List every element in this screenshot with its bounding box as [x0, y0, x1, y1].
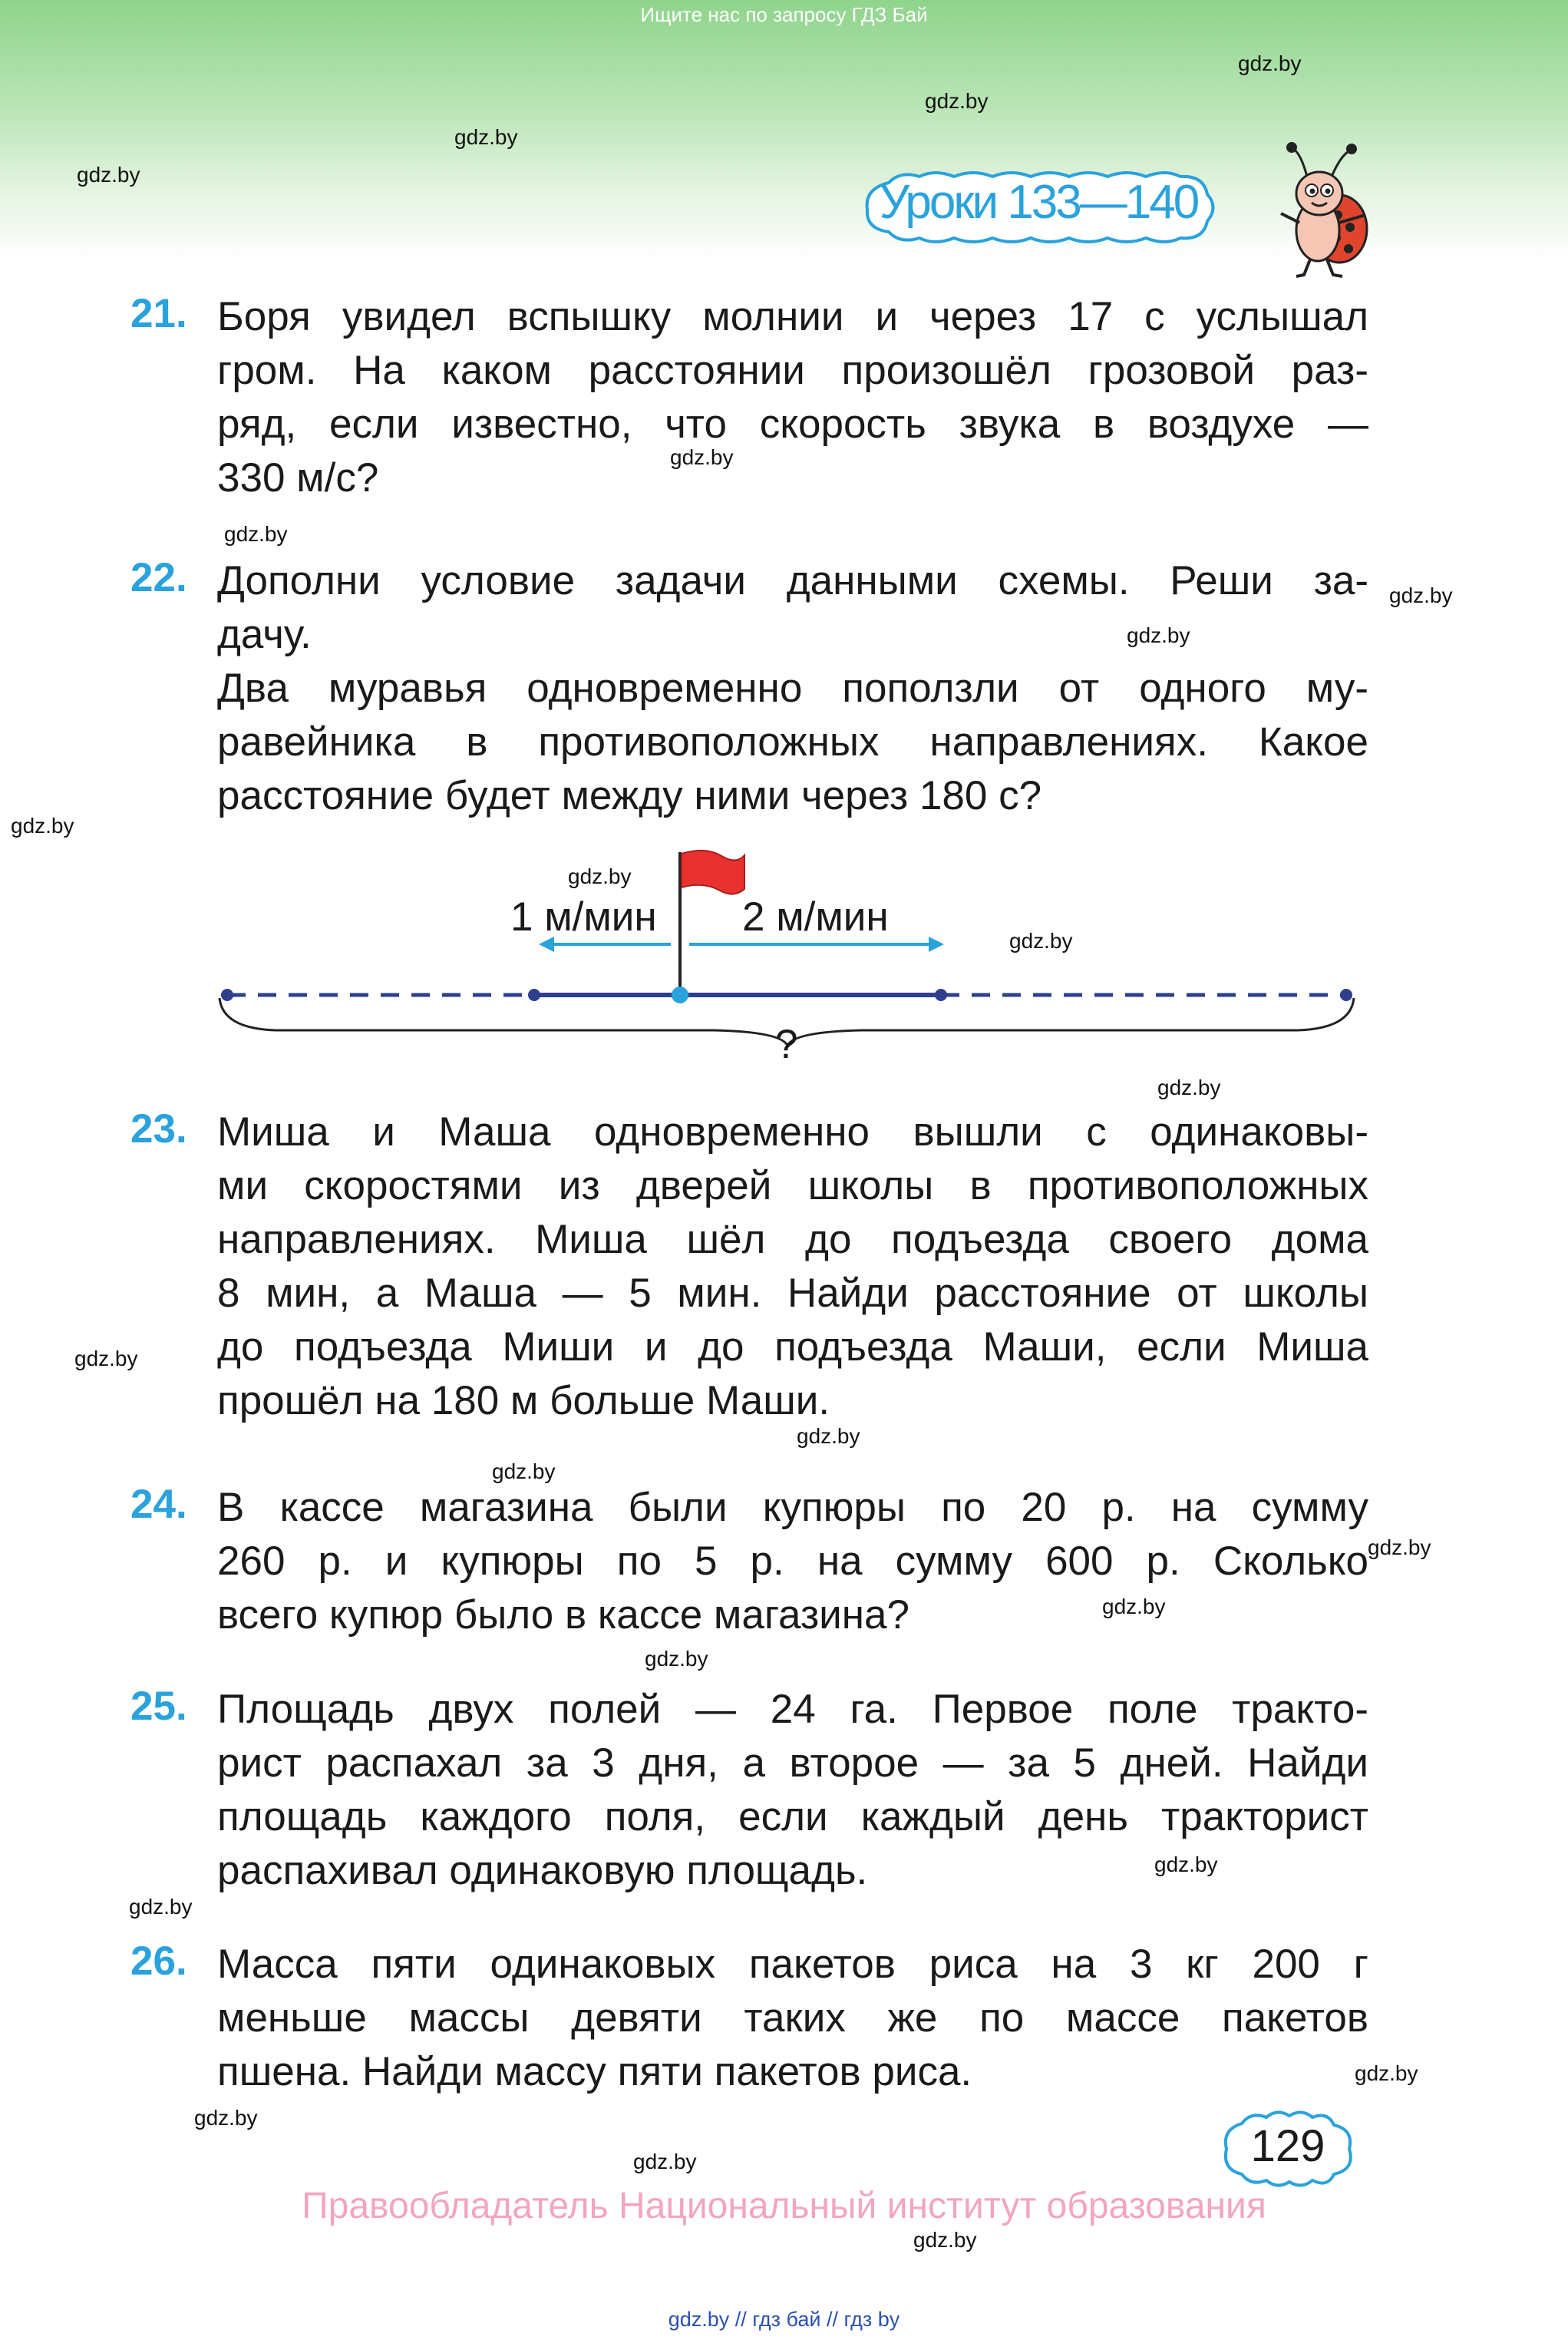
- watermark: gdz.by: [194, 2106, 258, 2130]
- text-line: расстояние будет между ними через 180 с?: [217, 773, 1042, 818]
- problem-number: 21.: [130, 291, 187, 336]
- copyright-notice: Правообладатель Национальный институт образования: [302, 2186, 1266, 2226]
- text-line: прошёл на 180 м больше Маши.: [217, 1378, 830, 1423]
- watermark: gdz.by: [1127, 623, 1190, 647]
- watermark: gdz.by: [1009, 929, 1073, 953]
- motion-diagram: [207, 844, 1374, 1075]
- problem-number: 24.: [130, 1482, 187, 1527]
- text-line: 8 мин, а Маша — 5 мин. Найди расстояние от школы: [217, 1271, 1368, 1316]
- unknown-distance-label: ?: [775, 1022, 798, 1067]
- watermark: gdz.by: [1157, 1076, 1221, 1099]
- text-line: пшена. Найди массу пяти пакетов риса.: [217, 2049, 972, 2094]
- problem-text: [217, 290, 1368, 505]
- watermark: gdz.by: [645, 1647, 708, 1671]
- text-line: площадь каждого поля, если каждый день тракторист: [217, 1794, 1368, 1839]
- point-left-ant: [528, 989, 540, 1001]
- point-right-ant: [935, 989, 947, 1001]
- text-line: распахивал одинаковую площадь.: [217, 1848, 868, 1893]
- right-arrowhead: [929, 937, 944, 952]
- problem-text: [217, 1938, 1368, 2099]
- right-speed-label: 2 м/мин: [742, 894, 889, 940]
- text-line: 330 м/с?: [217, 455, 379, 501]
- footer-links[interactable]: gdz.by // гдз бай // гдз by: [668, 2308, 900, 2331]
- watermark: gdz.by: [925, 89, 989, 113]
- text-line: Миша и Маша одновременно вышли с одинаковы-: [217, 1109, 1368, 1155]
- text-line: до подъезда Миши и до подъезда Маши, если Миша: [217, 1324, 1368, 1370]
- problem-text: [217, 1683, 1368, 1898]
- text-line: 260 р. и купюры по 5 р. на сумму 600 р. Сколько: [217, 1539, 1368, 1584]
- problem-text: [217, 1481, 1368, 1642]
- watermark: gdz.by: [77, 163, 140, 187]
- text-line: ми скоростями из дверей школы в противоположных: [217, 1163, 1368, 1208]
- left-speed-label: 1 м/мин: [510, 894, 657, 940]
- watermark: gdz.by: [797, 1424, 860, 1448]
- search-hint[interactable]: Ищите нас по запросу ГДЗ Бай: [640, 3, 928, 26]
- point-left-end: [221, 989, 233, 1001]
- problem-text: [217, 1106, 1368, 1428]
- point-anthill: [672, 987, 688, 1003]
- point-right-end: [1340, 989, 1352, 1001]
- page-number: 129: [1250, 2121, 1325, 2171]
- watermark: gdz.by: [74, 1347, 138, 1370]
- ladybug-mascot: [1270, 138, 1378, 284]
- text-line: Масса пяти одинаковых пакетов риса на 3 кг 200 г: [217, 1942, 1368, 1987]
- watermark: gdz.by: [11, 814, 74, 838]
- watermark: gdz.by: [913, 2228, 977, 2252]
- watermark: gdz.by: [1238, 51, 1302, 75]
- text-line: Дополни условие задачи данными схемы. Реши за-: [217, 558, 1368, 603]
- problem-number: 26.: [130, 1938, 187, 1984]
- watermark: gdz.by: [670, 445, 734, 469]
- watermark: gdz.by: [1389, 583, 1453, 607]
- watermark: gdz.by: [224, 522, 288, 546]
- text-line: гром. На каком расстоянии произошёл грозовой раз-: [217, 348, 1368, 393]
- watermark: gdz.by: [1102, 1595, 1166, 1618]
- text-line: дачу.: [217, 612, 312, 657]
- watermark: gdz.by: [1154, 1852, 1218, 1876]
- watermark: gdz.by: [454, 125, 518, 149]
- text-line: Боря увидел вспышку молнии и через 17 с услышал: [217, 294, 1368, 339]
- text-line: меньше массы девяти таких же по массе пакетов: [217, 1995, 1368, 2041]
- watermark: gdz.by: [633, 2150, 697, 2173]
- problem-number: 23.: [130, 1106, 187, 1152]
- text-line: равейника в противоположных направлениях. Какое: [217, 719, 1368, 765]
- problem-text: [217, 554, 1368, 823]
- problem-number: 25.: [130, 1684, 187, 1729]
- watermark: gdz.by: [568, 864, 632, 888]
- text-line: всего купюр было в кассе магазина?: [217, 1592, 910, 1638]
- text-line: Площадь двух полей — 24 га. Первое поле тракто-: [217, 1687, 1368, 1732]
- flag-icon: [682, 851, 744, 894]
- text-line: направлениях. Миша шёл до подъезда своего дома: [217, 1217, 1368, 1262]
- text-line: рист распахал за 3 дня, а второе — за 5 дней. Найди: [217, 1740, 1368, 1786]
- text-line: Два муравья одновременно поползли от одного му-: [217, 666, 1368, 711]
- lesson-title: Уроки 133—140: [879, 176, 1198, 229]
- watermark: gdz.by: [129, 1895, 193, 1919]
- watermark: gdz.by: [492, 1459, 556, 1483]
- watermark: gdz.by: [1355, 2061, 1418, 2085]
- problem-number: 22.: [130, 555, 187, 600]
- text-line: В кассе магазина были купюры по 20 р. на сумму: [217, 1485, 1368, 1530]
- text-line: ряд, если известно, что скорость звука в воздухе —: [217, 402, 1368, 447]
- watermark: gdz.by: [1368, 1535, 1431, 1559]
